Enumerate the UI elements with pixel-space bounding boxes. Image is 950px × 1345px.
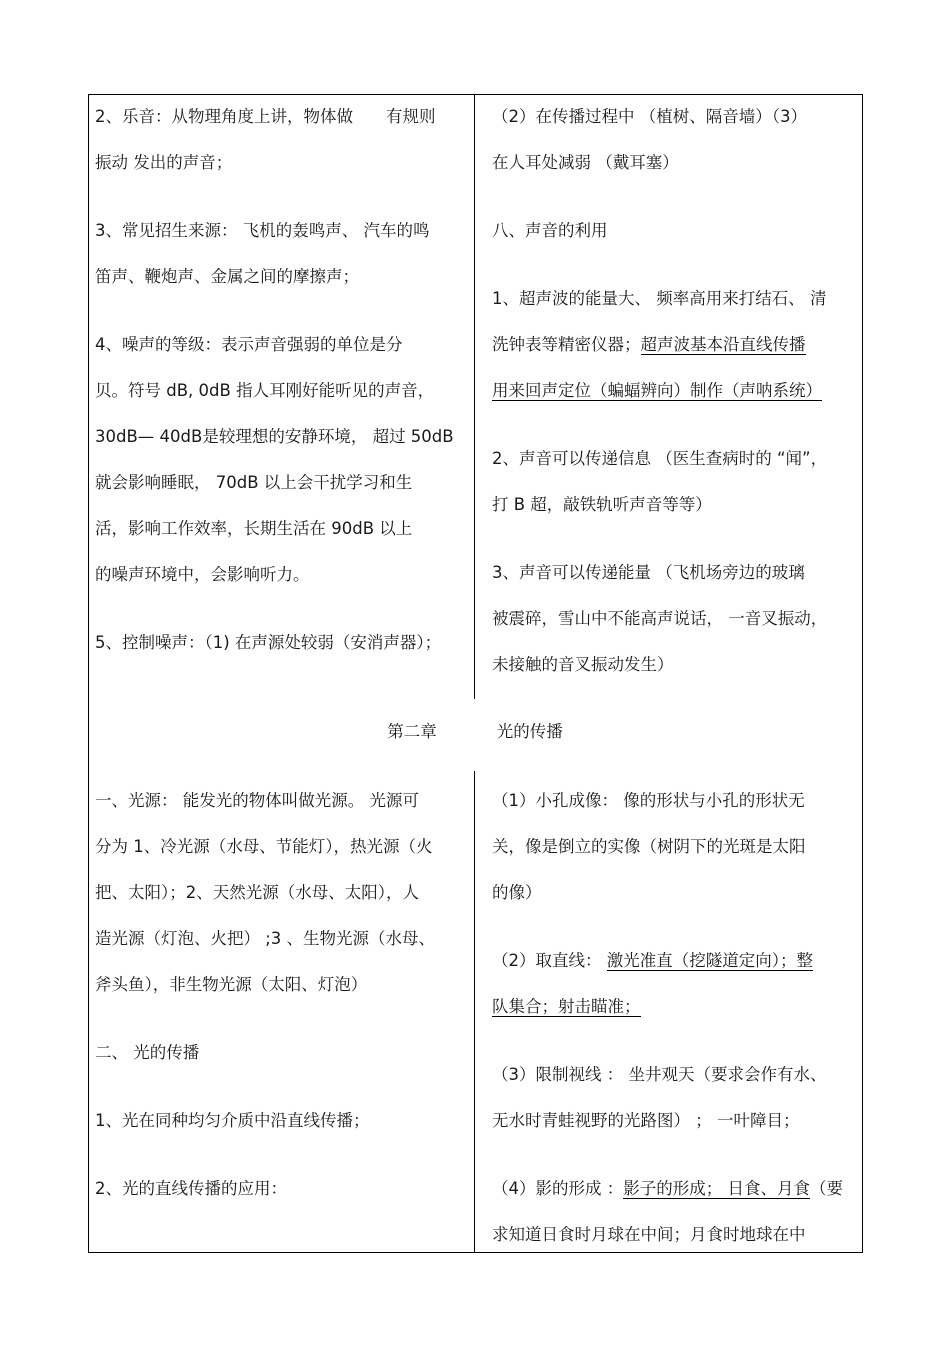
text-line: 1、超声波的能量大、 频率高用来打结石、 清 bbox=[492, 289, 827, 308]
text-line: 求知道日食时月球在中间；月食时地球在中 bbox=[492, 1225, 806, 1244]
underlined-text: 超声波基本沿直线传播 bbox=[640, 335, 806, 354]
column-divider-top bbox=[474, 94, 475, 699]
text-plain: （2）取直线： bbox=[492, 951, 607, 970]
section1-left-column bbox=[95, 94, 467, 666]
text-line: 3、声音可以传递能量 （飞机场旁边的玻璃 bbox=[492, 563, 805, 582]
section-heading: 八、声音的利用 bbox=[492, 221, 608, 240]
text-line bbox=[492, 938, 858, 984]
text-line: 把、太阳）；2、天然光源（水母、太阳），人 bbox=[95, 883, 419, 902]
text-plain: （要 bbox=[810, 1179, 843, 1198]
text-line bbox=[492, 1166, 858, 1212]
text-line: 一、光源： 能发光的物体叫做光源。 光源可 bbox=[95, 791, 419, 810]
underlined-text: 队集合；射击瞄准； bbox=[492, 997, 641, 1016]
underlined-text: 用来回声定位（蝙蝠辨向）制作（声呐系统） bbox=[492, 381, 822, 400]
text-line: 5、控制噪声：（1) 在声源处较弱（安消声器）； bbox=[95, 633, 442, 652]
text-line: 在人耳处减弱 （戴耳塞） bbox=[492, 153, 679, 172]
text-line: 就会影响睡眠， 70dB 以上会干扰学习和生 bbox=[95, 473, 413, 492]
text-line: 1、光在同种均匀介质中沿直线传播； bbox=[95, 1111, 370, 1130]
section2-right-column bbox=[492, 778, 858, 1258]
text-line: 振动 发出的声音； bbox=[95, 153, 233, 172]
text-line: （2）在传播过程中 （植树、隔音墙）（3） bbox=[492, 107, 807, 126]
text-line: 笛声、鞭炮声、金属之间的摩擦声； bbox=[95, 267, 359, 286]
text-line: 2、乐音：从物理角度上讲，物体做 有规则 bbox=[95, 107, 436, 126]
text-line: 造光源（灯泡、火把） ;3 、生物光源（水母、 bbox=[95, 929, 436, 948]
text-line bbox=[492, 984, 858, 1030]
text-line: 的噪声环境中，会影响听力。 bbox=[95, 565, 310, 584]
text-line: （1）小孔成像： 像的形状与小孔的形状无 bbox=[492, 791, 805, 810]
text-plain: 洗钟表等精密仪器； bbox=[492, 335, 641, 354]
text-line: 贝。符号 dB, 0dB 指人耳刚好能听见的声音， bbox=[95, 381, 435, 400]
text-line: 的像） bbox=[492, 883, 542, 902]
text-line: 活，影响工作效率，长期生活在 90dB 以上 bbox=[95, 519, 413, 538]
text-line bbox=[492, 322, 858, 368]
section-heading: 二、 光的传播 bbox=[95, 1043, 200, 1062]
underlined-text: 激光准直（挖隧道定向）；整 bbox=[606, 951, 813, 970]
text-line: 斧头鱼），非生物光源（太阳、灯泡） bbox=[95, 975, 368, 994]
text-line bbox=[492, 368, 858, 414]
text-line: 分为 1、冷光源（水母、节能灯），热光源（火 bbox=[95, 837, 433, 856]
text-plain: （4）影的形成 ： bbox=[492, 1179, 624, 1198]
text-line: 无水时青蛙视野的光路图） ； 一叶障目； bbox=[492, 1111, 800, 1130]
text-line: 2、声音可以传递信息 （医生查病时的 “闻”， bbox=[492, 449, 828, 468]
column-divider-bottom bbox=[474, 771, 475, 1253]
text-line: 关，像是倒立的实像（树阴下的光斑是太阳 bbox=[492, 837, 806, 856]
text-line: 30dB— 40dB是较理想的安静环境， 超过 50dB bbox=[95, 427, 454, 446]
chapter-number: 第二章 bbox=[387, 722, 437, 741]
text-line: 4、噪声的等级：表示声音强弱的单位是分 bbox=[95, 335, 403, 354]
chapter-title: 光的传播 bbox=[496, 722, 563, 741]
text-line: 被震碎，雪山中不能高声说话， 一音叉振动， bbox=[492, 609, 828, 628]
section2-left-column bbox=[95, 778, 467, 1212]
text-line: 3、常见招生来源： 飞机的轰鸣声、 汽车的鸣 bbox=[95, 221, 430, 240]
section1-right-column bbox=[492, 94, 858, 688]
text-line: 2、光的直线传播的应用： bbox=[95, 1179, 287, 1198]
text-line: （3）限制视线 ： 坐井观天（要求会作有水、 bbox=[492, 1065, 827, 1084]
underlined-text: 影子的形成； 日食、月食 bbox=[623, 1179, 810, 1198]
text-line: 打 B 超，敲铁轨听声音等等） bbox=[492, 495, 712, 514]
chapter-heading bbox=[0, 712, 950, 752]
text-line: 未接触的音叉振动发生） bbox=[492, 655, 674, 674]
